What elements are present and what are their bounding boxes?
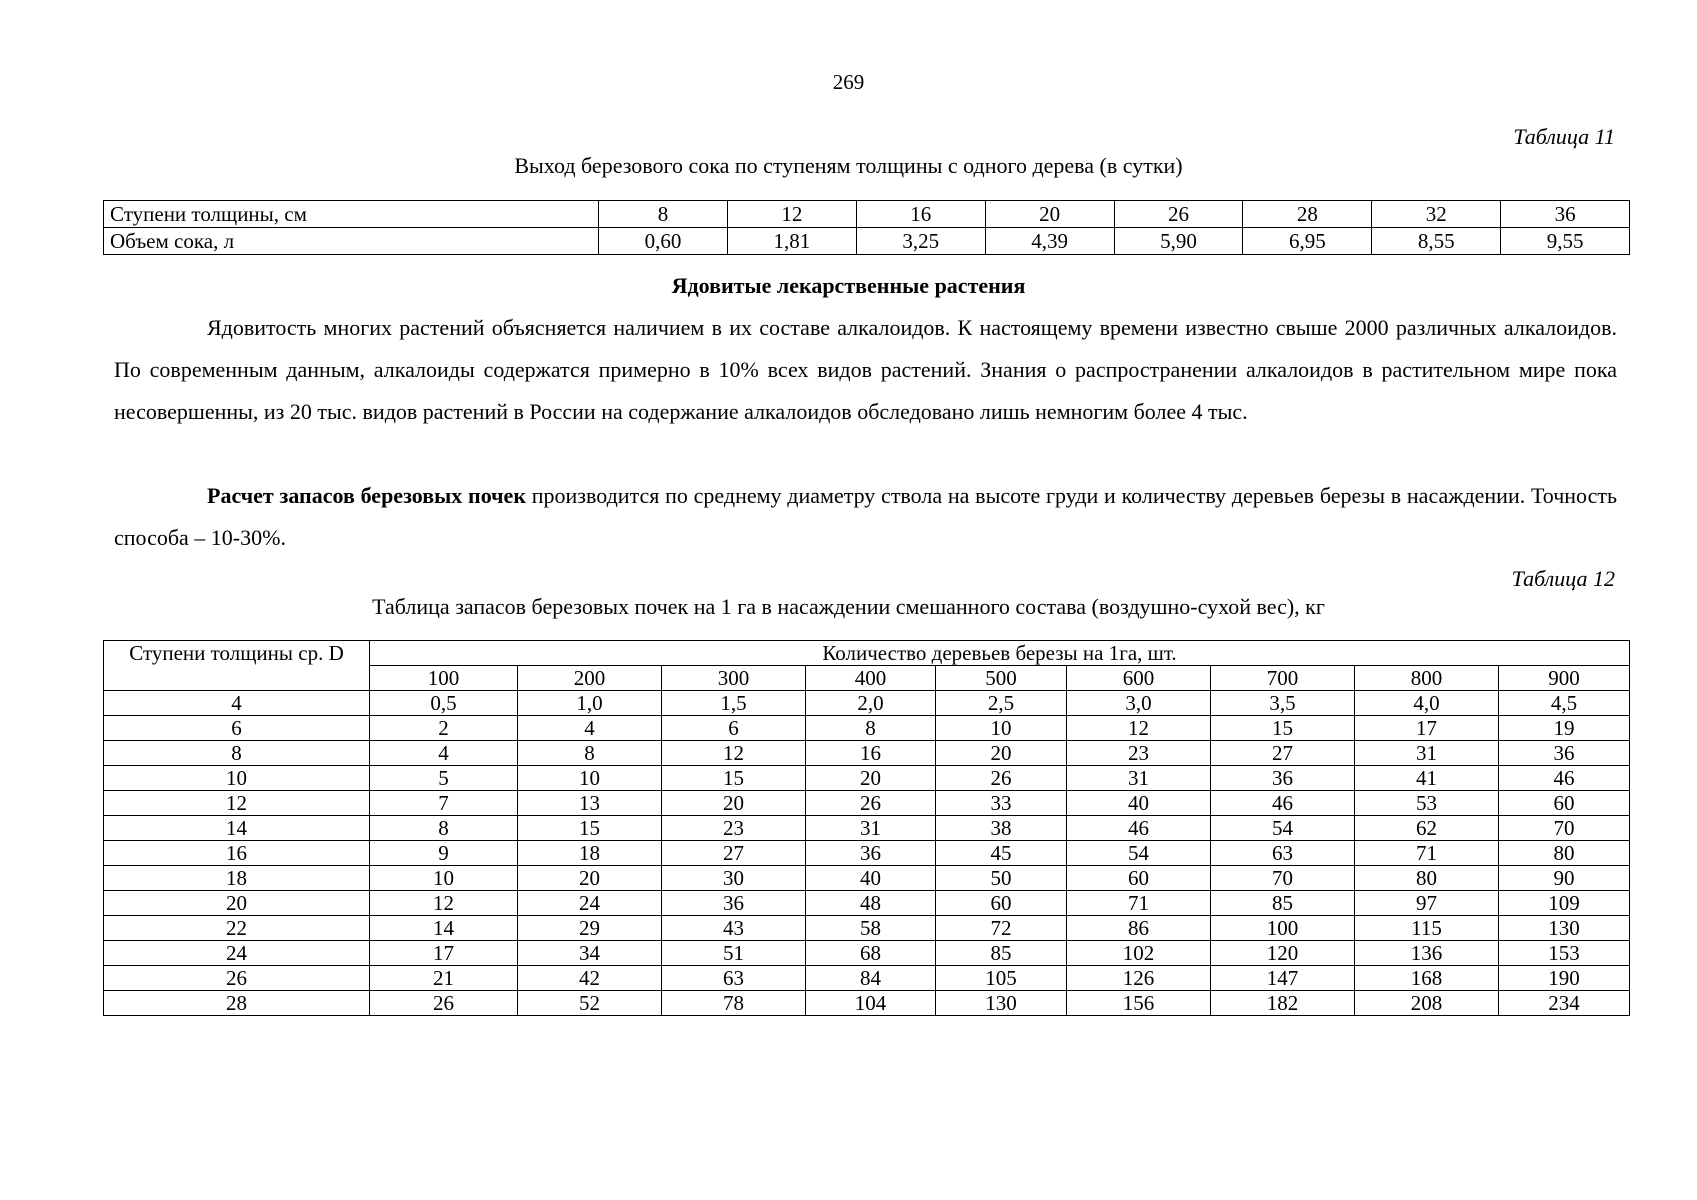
table-cell: 62 xyxy=(1355,816,1499,841)
table-cell: 27 xyxy=(1211,741,1355,766)
table-cell: 80 xyxy=(1499,841,1630,866)
table-cell: 130 xyxy=(936,991,1067,1016)
table-cell: 43 xyxy=(662,916,806,941)
table-cell: 15 xyxy=(662,766,806,791)
diameter-cell: 18 xyxy=(104,866,370,891)
table-cell: 36 xyxy=(1211,766,1355,791)
table-cell: 4,5 xyxy=(1499,691,1630,716)
table-cell: 8 xyxy=(518,741,662,766)
table-cell: 104 xyxy=(806,991,936,1016)
table-cell: 20 xyxy=(936,741,1067,766)
table-cell: 70 xyxy=(1499,816,1630,841)
table-cell: 31 xyxy=(806,816,936,841)
diameter-cell: 4 xyxy=(104,691,370,716)
table-cell: 2,0 xyxy=(806,691,936,716)
table-row xyxy=(104,841,1630,866)
table-cell: 1,0 xyxy=(518,691,662,716)
table-cell: 63 xyxy=(1211,841,1355,866)
table-cell: 1,81 xyxy=(727,228,856,255)
table-row xyxy=(104,941,1630,966)
table-cell: 21 xyxy=(370,966,518,991)
column-header-cell: 300 xyxy=(662,666,806,691)
diameter-cell: 8 xyxy=(104,741,370,766)
table-cell: 85 xyxy=(936,941,1067,966)
table-cell: 28 xyxy=(1243,201,1372,228)
table-12-label: Таблица 12 xyxy=(1511,566,1615,591)
table-cell: 147 xyxy=(1211,966,1355,991)
table-cell: 23 xyxy=(1067,741,1211,766)
table-cell: 5,90 xyxy=(1114,228,1243,255)
table-cell: 12 xyxy=(1067,716,1211,741)
paragraph-alkaloids xyxy=(114,307,1617,433)
birch-sap-table xyxy=(103,200,1630,255)
table-cell: 70 xyxy=(1211,866,1355,891)
diameter-cell: 28 xyxy=(104,991,370,1016)
table-cell: 50 xyxy=(936,866,1067,891)
table-cell: 6,95 xyxy=(1243,228,1372,255)
diameter-cell: 24 xyxy=(104,941,370,966)
section-heading: Ядовитые лекарственные растения xyxy=(671,273,1026,298)
column-header-cell: 700 xyxy=(1211,666,1355,691)
table-row xyxy=(104,766,1630,791)
table-cell: 40 xyxy=(806,866,936,891)
table-row xyxy=(104,791,1630,816)
table-cell: 100 xyxy=(1211,916,1355,941)
table-cell: 24 xyxy=(518,891,662,916)
table-cell: 9,55 xyxy=(1501,228,1630,255)
column-header-cell: 400 xyxy=(806,666,936,691)
column-header-cell: 900 xyxy=(1499,666,1630,691)
table-cell: 14 xyxy=(370,916,518,941)
table-cell: 36 xyxy=(1499,741,1630,766)
table-cell: 10 xyxy=(936,716,1067,741)
table-cell: 8,55 xyxy=(1372,228,1501,255)
column-header-cell: 800 xyxy=(1355,666,1499,691)
table-cell: 156 xyxy=(1067,991,1211,1016)
table-cell: 31 xyxy=(1067,766,1211,791)
table-cell: 16 xyxy=(856,201,985,228)
table-cell: 34 xyxy=(518,941,662,966)
table-cell: 4,39 xyxy=(985,228,1114,255)
table-cell: 72 xyxy=(936,916,1067,941)
table-cell: 60 xyxy=(936,891,1067,916)
table-cell: 31 xyxy=(1355,741,1499,766)
table-cell: 40 xyxy=(1067,791,1211,816)
diameter-cell: 6 xyxy=(104,716,370,741)
table-cell: 36 xyxy=(806,841,936,866)
table-cell: 36 xyxy=(1501,201,1630,228)
table-cell: 46 xyxy=(1499,766,1630,791)
paragraph-buds-bold: Расчет запасов березовых почек xyxy=(207,483,526,508)
table-cell: 48 xyxy=(806,891,936,916)
table-cell: 3,5 xyxy=(1211,691,1355,716)
table-cell: 90 xyxy=(1499,866,1630,891)
table-cell: 80 xyxy=(1355,866,1499,891)
table-cell: 86 xyxy=(1067,916,1211,941)
table-cell: 130 xyxy=(1499,916,1630,941)
table-cell: 26 xyxy=(936,766,1067,791)
table-cell: 12 xyxy=(662,741,806,766)
table-cell: 85 xyxy=(1211,891,1355,916)
table-cell: 0,60 xyxy=(599,228,728,255)
table-cell: 10 xyxy=(370,866,518,891)
table-cell: 20 xyxy=(518,866,662,891)
table-cell: 42 xyxy=(518,966,662,991)
table-cell: 15 xyxy=(518,816,662,841)
table-12-caption: Таблица запасов березовых почек на 1 га в насаждении смешанного состава (воздушно-сухой вес), кг xyxy=(372,594,1325,619)
table-row xyxy=(104,991,1630,1016)
table-cell: 153 xyxy=(1499,941,1630,966)
table-cell: 13 xyxy=(518,791,662,816)
table-cell: 12 xyxy=(727,201,856,228)
table-cell: 54 xyxy=(1211,816,1355,841)
table-row xyxy=(104,691,1630,716)
table-cell: 115 xyxy=(1355,916,1499,941)
diameter-cell: 14 xyxy=(104,816,370,841)
table-cell: 190 xyxy=(1499,966,1630,991)
table-cell: 53 xyxy=(1355,791,1499,816)
table-cell: 9 xyxy=(370,841,518,866)
table-cell: 52 xyxy=(518,991,662,1016)
row-label-cell: Ступени толщины, см xyxy=(104,201,599,228)
table-cell: 4 xyxy=(518,716,662,741)
table-cell: 41 xyxy=(1355,766,1499,791)
table-cell: 29 xyxy=(518,916,662,941)
table-cell: 120 xyxy=(1211,941,1355,966)
table-cell: 17 xyxy=(1355,716,1499,741)
table-cell: 5 xyxy=(370,766,518,791)
table-cell: 182 xyxy=(1211,991,1355,1016)
table-cell: 78 xyxy=(662,991,806,1016)
diameter-cell: 22 xyxy=(104,916,370,941)
table-cell: 36 xyxy=(662,891,806,916)
table-cell: 20 xyxy=(806,766,936,791)
table-cell: 20 xyxy=(662,791,806,816)
table-cell: 208 xyxy=(1355,991,1499,1016)
table-cell: 54 xyxy=(1067,841,1211,866)
table-row xyxy=(104,966,1630,991)
table-cell: 26 xyxy=(370,991,518,1016)
diameter-cell: 20 xyxy=(104,891,370,916)
table-cell: 26 xyxy=(1114,201,1243,228)
table-cell: 45 xyxy=(936,841,1067,866)
diameter-cell: 12 xyxy=(104,791,370,816)
diameter-cell: 26 xyxy=(104,966,370,991)
table-cell: 46 xyxy=(1211,791,1355,816)
table-cell: 2 xyxy=(370,716,518,741)
table-cell: 1,5 xyxy=(662,691,806,716)
table-row xyxy=(104,741,1630,766)
table-cell: 63 xyxy=(662,966,806,991)
table-cell: 68 xyxy=(806,941,936,966)
table-cell: 51 xyxy=(662,941,806,966)
table-cell: 19 xyxy=(1499,716,1630,741)
diameter-cell: 10 xyxy=(104,766,370,791)
table-cell: 46 xyxy=(1067,816,1211,841)
table-cell: 38 xyxy=(936,816,1067,841)
table-cell: 60 xyxy=(1067,866,1211,891)
diameter-cell: 16 xyxy=(104,841,370,866)
table-cell: 71 xyxy=(1355,841,1499,866)
row-header-cell: Ступени толщины ср. D xyxy=(104,641,370,691)
table-11-caption: Выход березового сока по ступеням толщины с одного дерева (в сутки) xyxy=(514,153,1183,178)
table-cell: 33 xyxy=(936,791,1067,816)
table-cell: 0,5 xyxy=(370,691,518,716)
table-row xyxy=(104,816,1630,841)
table-cell: 168 xyxy=(1355,966,1499,991)
table-cell: 10 xyxy=(518,766,662,791)
table-cell: 60 xyxy=(1499,791,1630,816)
table-row xyxy=(104,228,1630,255)
paragraph-alkaloids-text: Ядовитость многих растений объясняется наличием в их составе алкалоидов. К настоящему времени известно свыше 2000 различных алкалоидов. По современным данным, алкалоиды содержатся примерно в 10% всех видов растений. Знания о распространении алкалоидов в растительном мире пока несовершенны, из 20 тыс. видов растений в России на содержание алкалоидов обследовано лишь немногим более 4 тыс. xyxy=(114,315,1617,424)
table-cell: 23 xyxy=(662,816,806,841)
table-cell: 7 xyxy=(370,791,518,816)
table-row xyxy=(104,201,1630,228)
table-cell: 20 xyxy=(985,201,1114,228)
paragraph-buds-calculation xyxy=(114,475,1617,559)
table-cell: 4,0 xyxy=(1355,691,1499,716)
table-cell: 8 xyxy=(806,716,936,741)
table-row xyxy=(104,916,1630,941)
table-cell: 26 xyxy=(806,791,936,816)
table-cell: 8 xyxy=(370,816,518,841)
column-header-cell: 100 xyxy=(370,666,518,691)
column-header-cell: 200 xyxy=(518,666,662,691)
table-cell: 12 xyxy=(370,891,518,916)
table-cell: 30 xyxy=(662,866,806,891)
table-cell: 27 xyxy=(662,841,806,866)
page-number: 269 xyxy=(832,70,865,94)
table-row xyxy=(104,891,1630,916)
table-cell: 17 xyxy=(370,941,518,966)
table-cell: 8 xyxy=(599,201,728,228)
table-cell: 97 xyxy=(1355,891,1499,916)
table-cell: 2,5 xyxy=(936,691,1067,716)
group-header-cell: Количество деревьев березы на 1га, шт. xyxy=(370,641,1630,666)
column-header-cell: 500 xyxy=(936,666,1067,691)
table-cell: 126 xyxy=(1067,966,1211,991)
table-cell: 105 xyxy=(936,966,1067,991)
table-cell: 71 xyxy=(1067,891,1211,916)
table-row xyxy=(104,716,1630,741)
column-header-cell: 600 xyxy=(1067,666,1211,691)
table-cell: 84 xyxy=(806,966,936,991)
table-cell: 6 xyxy=(662,716,806,741)
table-cell: 109 xyxy=(1499,891,1630,916)
table-cell: 136 xyxy=(1355,941,1499,966)
table-11-label: Таблица 11 xyxy=(1513,124,1615,149)
table-header-row xyxy=(104,641,1630,666)
table-cell: 234 xyxy=(1499,991,1630,1016)
table-cell: 4 xyxy=(370,741,518,766)
table-cell: 3,25 xyxy=(856,228,985,255)
birch-buds-table xyxy=(103,640,1630,1016)
table-cell: 18 xyxy=(518,841,662,866)
table-row xyxy=(104,866,1630,891)
table-cell: 102 xyxy=(1067,941,1211,966)
table-cell: 32 xyxy=(1372,201,1501,228)
row-label-cell: Объем сока, л xyxy=(104,228,599,255)
paragraph-buds-text: производится по среднему диаметру ствола на высоте груди и количеству деревьев березы в насаждении. Точность способа – 10-30%. xyxy=(114,483,1617,550)
table-cell: 15 xyxy=(1211,716,1355,741)
table-cell: 58 xyxy=(806,916,936,941)
table-cell: 3,0 xyxy=(1067,691,1211,716)
table-cell: 16 xyxy=(806,741,936,766)
